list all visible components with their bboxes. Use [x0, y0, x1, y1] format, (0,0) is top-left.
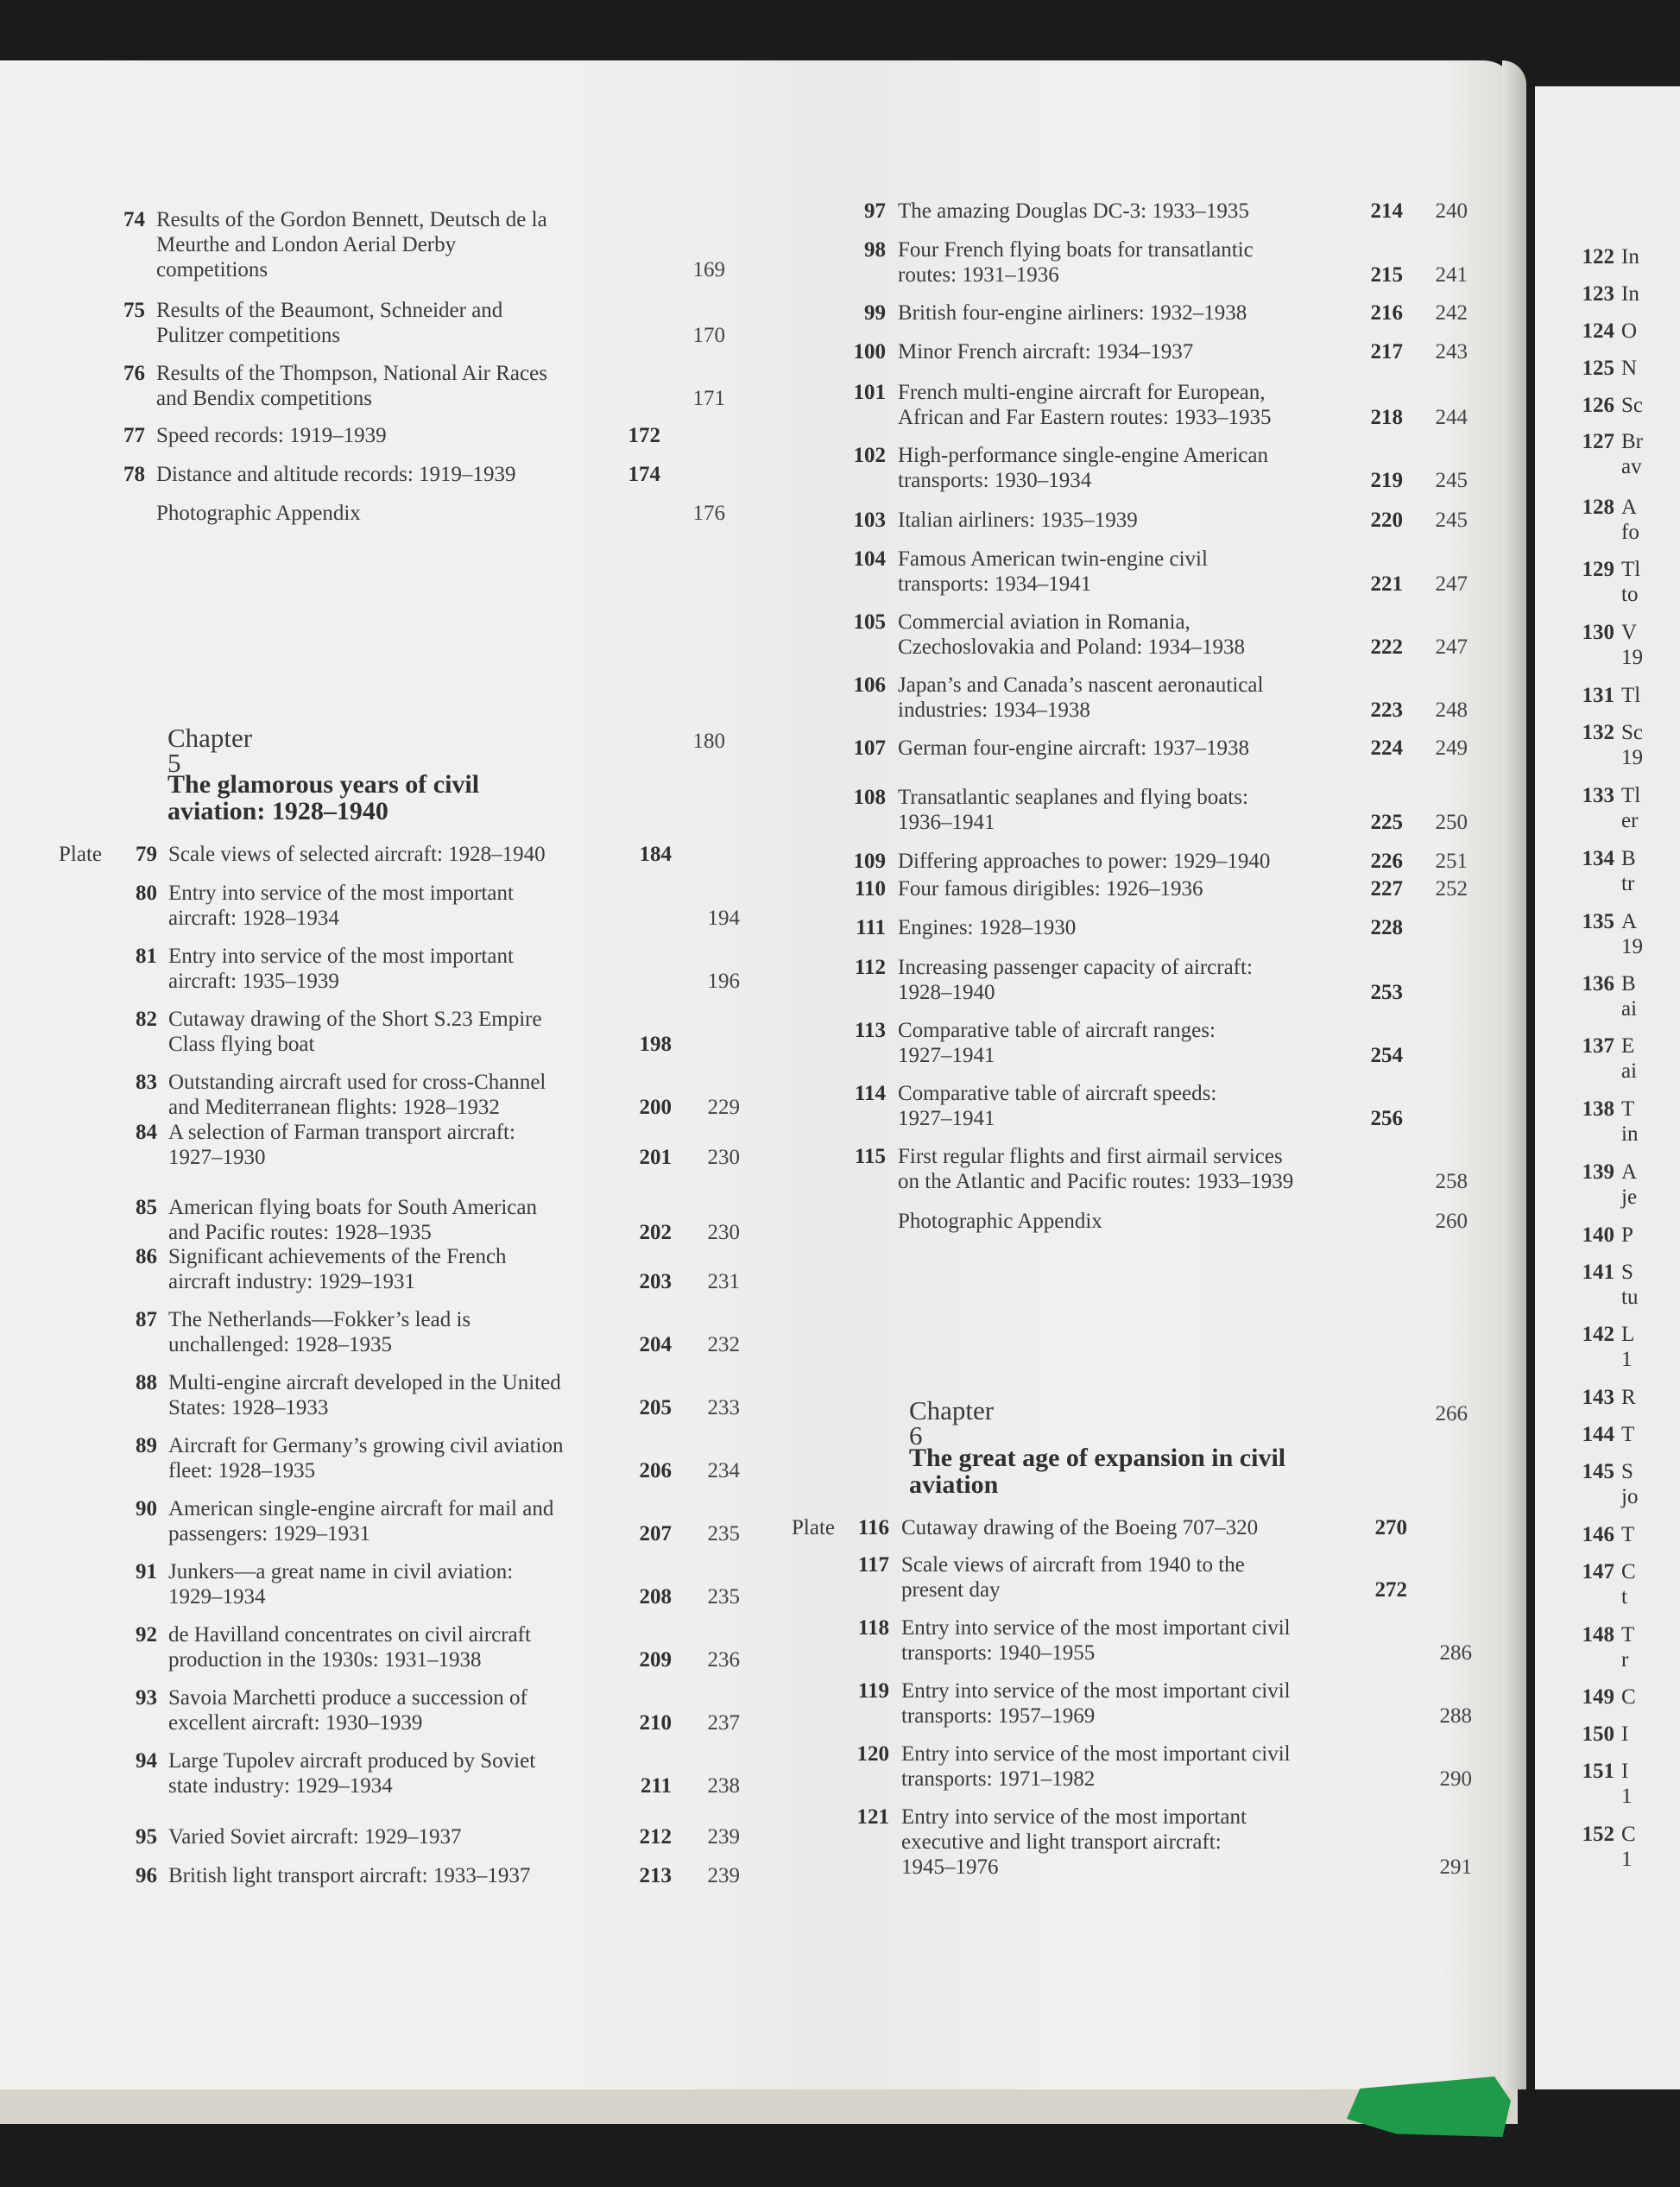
- text-page-number: 251: [1435, 850, 1468, 873]
- next-page-entry: [1569, 1160, 1680, 1211]
- entry-number: 89: [136, 1434, 157, 1457]
- text-page-number: 196: [707, 970, 740, 993]
- text-page-number: 239: [707, 1825, 740, 1849]
- entry-title-fragment: Tl er: [1621, 784, 1641, 832]
- entry-number: 103: [853, 509, 886, 532]
- text-page-number: 230: [707, 1221, 740, 1244]
- plate-page-number: 201: [639, 1146, 672, 1169]
- entry-title-fragment: T: [1621, 1423, 1635, 1446]
- next-page-entry: [1569, 1033, 1680, 1085]
- entry-title-fragment: P: [1621, 1223, 1633, 1247]
- entry-title-fragment: T r: [1621, 1623, 1635, 1672]
- entry-number: 145: [1582, 1460, 1614, 1483]
- plate-page-number: 224: [1370, 736, 1403, 760]
- entry-number: 81: [136, 945, 157, 968]
- text-page-number: 176: [692, 502, 725, 525]
- plate-page-number: 217: [1370, 340, 1403, 363]
- entry-title-fragment: A 19: [1621, 910, 1643, 958]
- entry-title: Four famous dirigibles: 1926–1936: [898, 877, 1203, 901]
- next-page-entry: [1569, 783, 1680, 835]
- entry-title-fragment: C t: [1621, 1560, 1636, 1609]
- text-page-number: 247: [1435, 572, 1468, 596]
- entry-title-fragment: B ai: [1621, 972, 1638, 1021]
- entry-number: 139: [1582, 1160, 1614, 1184]
- next-page-entry: [1569, 720, 1680, 772]
- text-page-number: 239: [707, 1864, 740, 1887]
- plate-page-number: 207: [639, 1522, 672, 1545]
- plate-page-number: 221: [1370, 572, 1403, 596]
- next-page-entry: [1569, 1260, 1680, 1312]
- text-page-number: 234: [707, 1459, 740, 1482]
- entry-title: Japan’s and Canada’s nascent aeronautical industries: 1934–1938: [898, 673, 1264, 722]
- entry-number: 125: [1582, 357, 1614, 380]
- next-page-entry: [1569, 971, 1680, 1023]
- entry-number: 135: [1582, 910, 1614, 933]
- entry-number: 112: [854, 956, 886, 979]
- entry-title: The Netherlands—Fokker’s lead is unchallenged: 1928–1935: [168, 1308, 471, 1356]
- chapter-title: The glamorous years of civil aviation: 1928–1940: [167, 770, 480, 825]
- plate-label: Plate: [792, 1516, 835, 1539]
- entry-title: High-performance single-engine American transports: 1930–1934: [898, 444, 1268, 492]
- chapter-title: The great age of expansion in civil aviation: [909, 1444, 1286, 1499]
- entry-number: 107: [853, 736, 886, 760]
- plate-page-number: 253: [1370, 981, 1403, 1004]
- entry-title: Cutaway drawing of the Short S.23 Empire Class flying boat: [168, 1008, 542, 1056]
- plate-page-number: 218: [1370, 406, 1403, 429]
- entry-number: 100: [853, 340, 886, 363]
- entry-title: Entry into service of the most important aircraft: 1928–1934: [168, 882, 514, 930]
- text-page-number: 245: [1435, 469, 1468, 492]
- next-page-entry: [1569, 1622, 1680, 1674]
- entry-number: 130: [1582, 621, 1614, 644]
- entry-number: 141: [1582, 1261, 1614, 1284]
- entry-number: 128: [1582, 496, 1614, 519]
- entry-title: Significant achievements of the French aircraft industry: 1929–1931: [168, 1245, 507, 1293]
- entry-title: Entry into service of the most important executive and light transport aircraft: 1945–1976: [901, 1805, 1247, 1879]
- plate-page-number: 215: [1370, 263, 1403, 287]
- entry-title-fragment: In: [1621, 245, 1639, 269]
- entry-title: Junkers—a great name in civil aviation: 1929–1934: [168, 1560, 514, 1609]
- text-page-number: 231: [707, 1270, 740, 1293]
- entry-number: 126: [1582, 394, 1614, 417]
- plate-page-number: 203: [639, 1270, 672, 1293]
- entry-number: 134: [1582, 847, 1614, 870]
- text-page-number: 247: [1435, 635, 1468, 659]
- entry-number: 144: [1582, 1423, 1614, 1446]
- entry-number: 83: [136, 1071, 157, 1094]
- entry-number: 74: [123, 208, 145, 231]
- text-page-number: 235: [707, 1522, 740, 1545]
- entry-title: Cutaway drawing of the Boeing 707–320: [901, 1516, 1259, 1539]
- text-page-number: 249: [1435, 736, 1468, 760]
- entry-title-fragment: S tu: [1621, 1261, 1639, 1309]
- entry-title: Differing approaches to power: 1929–1940: [898, 850, 1271, 873]
- entry-title: Italian airliners: 1935–1939: [898, 509, 1138, 532]
- next-page-entry: [1569, 1322, 1680, 1374]
- page-edge: [1502, 60, 1526, 2089]
- plate-page-number: 209: [639, 1648, 672, 1672]
- entry-number: 94: [136, 1749, 157, 1773]
- plate-page-number: 204: [639, 1333, 672, 1356]
- entry-title: Speed records: 1919–1939: [156, 424, 387, 447]
- entry-number: 127: [1582, 430, 1614, 453]
- chapter-label: Chapter 5: [167, 723, 253, 778]
- entry-title: Outstanding aircraft used for cross-Channel and Mediterranean flights: 1928–1932: [168, 1071, 546, 1119]
- text-page-number: 290: [1439, 1767, 1472, 1791]
- plate-page-number: 223: [1370, 698, 1403, 722]
- entry-title: Minor French aircraft: 1934–1937: [898, 340, 1194, 363]
- entry-number: 87: [136, 1308, 157, 1331]
- entry-number: 90: [136, 1497, 157, 1520]
- next-page-entry: [1569, 1759, 1680, 1811]
- entry-title: Results of the Gordon Bennett, Deutsch de la Meurthe and London Aerial Derby competitions: [156, 208, 547, 281]
- entry-number: 131: [1582, 684, 1614, 707]
- entry-title: Distance and altitude records: 1919–1939: [156, 463, 516, 486]
- entry-title-fragment: C 1: [1621, 1823, 1636, 1871]
- entry-title-fragment: V 19: [1621, 621, 1643, 669]
- entry-title-fragment: E ai: [1621, 1034, 1638, 1083]
- plate-label: Plate: [59, 843, 102, 866]
- next-page-entry: [1569, 909, 1680, 961]
- text-page-number: 230: [707, 1146, 740, 1169]
- text-page-number: 291: [1439, 1855, 1472, 1879]
- plate-page-number: 226: [1370, 850, 1403, 873]
- entry-title-fragment: L 1: [1621, 1323, 1635, 1371]
- entry-number: 132: [1582, 721, 1614, 744]
- text-page-number: 260: [1435, 1210, 1468, 1233]
- next-page-entry: [1569, 1097, 1680, 1148]
- entry-title: Entry into service of the most important civil transports: 1940–1955: [901, 1616, 1291, 1665]
- plate-page-number: 174: [628, 463, 660, 486]
- entry-number: 146: [1582, 1523, 1614, 1546]
- entry-title: Entry into service of the most important civil transports: 1971–1982: [901, 1742, 1291, 1791]
- entry-title: Entry into service of the most important aircraft: 1935–1939: [168, 945, 514, 993]
- next-page-entry: [1569, 557, 1680, 609]
- entry-number: 109: [853, 850, 886, 873]
- entry-number: 122: [1582, 245, 1614, 269]
- plate-page-number: 213: [639, 1864, 672, 1887]
- text-page-number: 248: [1435, 698, 1468, 722]
- next-page-entry: [1569, 846, 1680, 898]
- entry-title: Results of the Thompson, National Air Races and Bendix competitions: [156, 362, 547, 410]
- entry-number: 101: [853, 381, 886, 404]
- entry-number: 150: [1582, 1722, 1614, 1746]
- plate-page-number: 256: [1370, 1107, 1403, 1130]
- entry-title: Comparative table of aircraft ranges: 1927–1941: [898, 1019, 1216, 1067]
- entry-title: Commercial aviation in Romania, Czechoslovakia and Poland: 1934–1938: [898, 610, 1246, 659]
- entry-title: Large Tupolev aircraft produced by Soviet state industry: 1929–1934: [168, 1749, 536, 1798]
- entry-title-fragment: Tl to: [1621, 558, 1641, 606]
- entry-title-fragment: A fo: [1621, 496, 1639, 544]
- entry-number: 115: [854, 1145, 886, 1168]
- entry-title-fragment: Sc 19: [1621, 721, 1643, 769]
- entry-number: 98: [864, 238, 886, 262]
- entry-title-fragment: A je: [1621, 1160, 1638, 1209]
- entry-title: French multi-engine aircraft for European, African and Far Eastern routes: 1933–1935: [898, 381, 1272, 429]
- entry-number: 116: [857, 1516, 889, 1539]
- text-page-number: 286: [1439, 1641, 1472, 1665]
- entry-title: Varied Soviet aircraft: 1929–1937: [168, 1825, 462, 1849]
- entry-number: 76: [123, 362, 145, 385]
- entry-number: 82: [136, 1008, 157, 1031]
- chapter-page-number: 266: [1435, 1402, 1468, 1425]
- entry-title: British light transport aircraft: 1933–1937: [168, 1864, 531, 1887]
- plate-page-number: 210: [639, 1711, 672, 1735]
- entry-title-fragment: In: [1621, 282, 1639, 306]
- plate-page-number: 214: [1370, 199, 1403, 223]
- text-page-number: 252: [1435, 877, 1468, 901]
- plate-page-number: 211: [640, 1774, 672, 1798]
- plate-page-number: 200: [639, 1096, 672, 1119]
- entry-number: 105: [853, 610, 886, 634]
- entry-title: First regular flights and first airmail services on the Atlantic and Pacific routes: 1933–1939: [898, 1145, 1294, 1193]
- text-page-number: 232: [707, 1333, 740, 1356]
- entry-number: 104: [853, 547, 886, 571]
- next-page-entry: [1569, 495, 1680, 547]
- entry-number: 133: [1582, 784, 1614, 807]
- entry-number: 99: [864, 301, 886, 325]
- plate-page-number: 212: [639, 1825, 672, 1849]
- entry-number: 152: [1582, 1823, 1614, 1846]
- text-page-number: 236: [707, 1648, 740, 1672]
- plate-page-number: 220: [1370, 509, 1403, 532]
- book-cover-edge: [0, 2089, 1518, 2124]
- plate-page-number: 270: [1374, 1516, 1407, 1539]
- entry-number: 140: [1582, 1223, 1614, 1247]
- entry-title: Photographic Appendix: [898, 1210, 1102, 1233]
- plate-page-number: 184: [639, 843, 672, 866]
- plate-page-number: 254: [1370, 1044, 1403, 1067]
- entry-number: 123: [1582, 282, 1614, 306]
- entry-title-fragment: Sc: [1621, 394, 1643, 417]
- entry-number: 142: [1582, 1323, 1614, 1346]
- entry-number: 138: [1582, 1097, 1614, 1121]
- entry-number: 143: [1582, 1386, 1614, 1409]
- entry-number: 88: [136, 1371, 157, 1394]
- plate-page-number: 272: [1374, 1578, 1407, 1602]
- entry-number: 147: [1582, 1560, 1614, 1583]
- entry-title: Four French flying boats for transatlantic routes: 1931–1936: [898, 238, 1254, 287]
- entry-number: 93: [136, 1686, 157, 1710]
- text-page-number: 237: [707, 1711, 740, 1735]
- entry-number: 137: [1582, 1034, 1614, 1058]
- chapter-label: Chapter 6: [909, 1395, 995, 1451]
- plate-page-number: 219: [1370, 469, 1403, 492]
- entry-number: 108: [853, 786, 886, 809]
- plate-page-number: 208: [639, 1585, 672, 1609]
- entry-number: 119: [857, 1679, 889, 1703]
- entry-number: 149: [1582, 1685, 1614, 1709]
- entry-title: Comparative table of aircraft speeds: 1927–1941: [898, 1082, 1217, 1130]
- entry-number: 151: [1582, 1760, 1614, 1783]
- entry-number: 84: [136, 1121, 157, 1144]
- text-page-number: 171: [692, 387, 725, 410]
- entry-number: 114: [854, 1082, 886, 1105]
- plate-page-number: 225: [1370, 811, 1403, 834]
- text-page-number: 170: [692, 324, 725, 347]
- plate-page-number: 216: [1370, 301, 1403, 325]
- entry-number: 95: [136, 1825, 157, 1849]
- entry-title-fragment: O: [1621, 319, 1638, 343]
- entry-title-fragment: Tl: [1621, 684, 1641, 707]
- entry-title: Famous American twin-engine civil transports: 1934–1941: [898, 547, 1208, 596]
- entry-title: de Havilland concentrates on civil aircraft production in the 1930s: 1931–1938: [168, 1623, 531, 1672]
- plate-page-number: 205: [639, 1396, 672, 1419]
- entry-title-fragment: I: [1621, 1722, 1629, 1746]
- entry-title: British four-engine airliners: 1932–1938: [898, 301, 1247, 325]
- text-page-number: 238: [707, 1774, 740, 1798]
- text-page-number: 241: [1435, 263, 1468, 287]
- entry-number: 96: [136, 1864, 157, 1887]
- entry-title-fragment: R: [1621, 1386, 1636, 1409]
- entry-number: 102: [853, 444, 886, 467]
- entry-title: Multi-engine aircraft developed in the United States: 1928–1933: [168, 1371, 561, 1419]
- entry-number: 78: [123, 463, 145, 486]
- plate-page-number: 198: [639, 1033, 672, 1056]
- entry-title-fragment: N: [1621, 357, 1638, 380]
- plate-page-number: 202: [639, 1221, 672, 1244]
- entry-title-fragment: T in: [1621, 1097, 1639, 1146]
- entry-number: 129: [1582, 558, 1614, 581]
- plate-page-number: 228: [1370, 916, 1403, 939]
- entry-number: 111: [856, 916, 886, 939]
- next-page-entry: [1569, 1559, 1680, 1611]
- text-page-number: 242: [1435, 301, 1468, 325]
- entry-title: Scale views of selected aircraft: 1928–1940: [168, 843, 546, 866]
- next-page-entry: [1569, 1822, 1680, 1874]
- entry-number: 110: [854, 877, 886, 901]
- text-page-number: 240: [1435, 199, 1468, 223]
- text-page-number: 243: [1435, 340, 1468, 363]
- entry-number: 117: [857, 1553, 889, 1577]
- entry-title: American flying boats for South American and Pacific routes: 1928–1935: [168, 1196, 537, 1244]
- entry-title: Increasing passenger capacity of aircraft: 1928–1940: [898, 956, 1253, 1004]
- entry-title: Transatlantic seaplanes and flying boats: 1936–1941: [898, 786, 1248, 834]
- entry-number: 120: [856, 1742, 889, 1766]
- entry-number: 97: [864, 199, 886, 223]
- plate-page-number: 172: [628, 424, 660, 447]
- plate-page-number: 222: [1370, 635, 1403, 659]
- chapter-page-number: 180: [692, 730, 725, 753]
- text-page-number: 244: [1435, 406, 1468, 429]
- entry-number: 124: [1582, 319, 1614, 343]
- entry-title-fragment: S jo: [1621, 1460, 1639, 1508]
- text-page-number: 258: [1435, 1170, 1468, 1193]
- entry-title-fragment: C: [1621, 1685, 1636, 1709]
- entry-title: The amazing Douglas DC-3: 1933–1935: [898, 199, 1249, 223]
- entry-title-fragment: I 1: [1621, 1760, 1633, 1808]
- next-page-entry: [1569, 1459, 1680, 1511]
- entry-title-fragment: B tr: [1621, 847, 1636, 895]
- text-page-number: 235: [707, 1585, 740, 1609]
- entry-number: 148: [1582, 1623, 1614, 1647]
- entry-number: 106: [853, 673, 886, 697]
- entry-number: 92: [136, 1623, 157, 1647]
- entry-number: 75: [123, 299, 145, 322]
- next-page-entry: [1569, 429, 1680, 481]
- entry-title: Savoia Marchetti produce a succession of excellent aircraft: 1930–1939: [168, 1686, 527, 1735]
- entry-number: 118: [857, 1616, 889, 1640]
- entry-title: American single-engine aircraft for mail and passengers: 1929–1931: [168, 1497, 554, 1545]
- text-page-number: 245: [1435, 509, 1468, 532]
- text-page-number: 250: [1435, 811, 1468, 834]
- text-page-number: 233: [707, 1396, 740, 1419]
- entry-number: 91: [136, 1560, 157, 1583]
- entry-number: 136: [1582, 972, 1614, 996]
- entry-number: 77: [123, 424, 145, 447]
- plate-page-number: 227: [1370, 877, 1403, 901]
- entry-title: Scale views of aircraft from 1940 to the present day: [901, 1553, 1245, 1602]
- entry-number: 80: [136, 882, 157, 905]
- next-page-entry: [1569, 620, 1680, 672]
- entry-title-fragment: T: [1621, 1523, 1635, 1546]
- entry-title: Entry into service of the most important civil transports: 1957–1969: [901, 1679, 1291, 1728]
- entry-number: 85: [136, 1196, 157, 1219]
- text-page-number: 288: [1439, 1704, 1472, 1728]
- entry-number: 86: [136, 1245, 157, 1268]
- entry-title: Results of the Beaumont, Schneider and Pulitzer competitions: [156, 299, 503, 347]
- entry-number: 113: [854, 1019, 886, 1042]
- entry-title: Photographic Appendix: [156, 502, 361, 525]
- entry-title: Aircraft for Germany’s growing civil aviation fleet: 1928–1935: [168, 1434, 564, 1482]
- entry-title-fragment: Br av: [1621, 430, 1643, 478]
- plate-page-number: 206: [639, 1459, 672, 1482]
- text-page-number: 194: [707, 907, 740, 930]
- text-page-number: 229: [707, 1096, 740, 1119]
- entry-title: A selection of Farman transport aircraft: 1927–1930: [168, 1121, 515, 1169]
- text-page-number: 169: [692, 258, 725, 281]
- entry-title: Engines: 1928–1930: [898, 916, 1077, 939]
- entry-title: German four-engine aircraft: 1937–1938: [898, 736, 1249, 760]
- entry-number: 79: [136, 843, 157, 866]
- entry-number: 121: [856, 1805, 889, 1829]
